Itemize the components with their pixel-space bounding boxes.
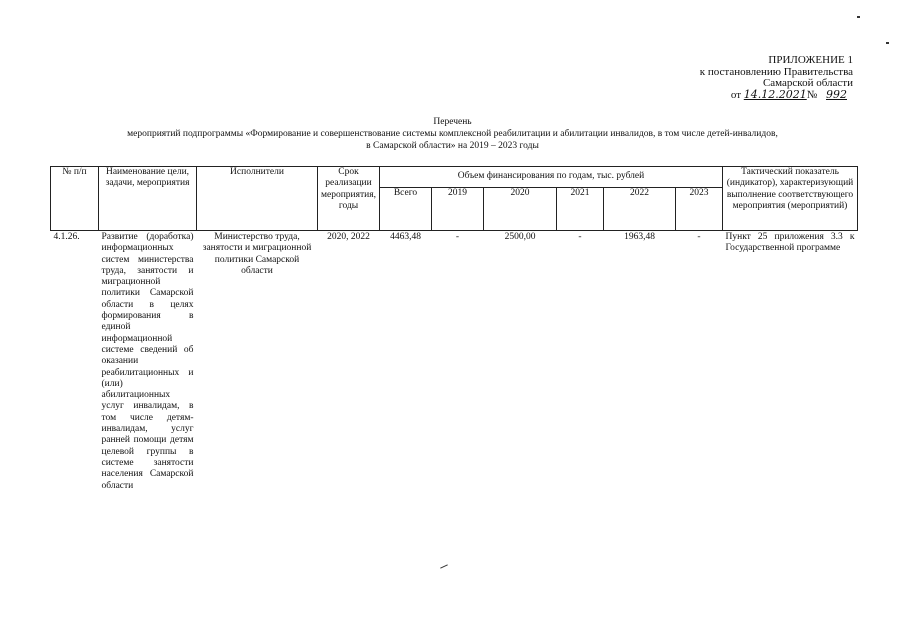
header-executors: Исполнители (197, 167, 318, 231)
title-heading: Перечень (433, 117, 472, 127)
header-2020: 2020 (484, 188, 557, 231)
row-indicator: Пункт 25 приложения 3.3 к Государственной программе (723, 231, 858, 492)
row-2022: 1963,48 (604, 231, 676, 492)
number-label: № (806, 89, 818, 101)
header-2023: 2023 (676, 188, 723, 231)
appendix-line-2: к постановлению Правительства (699, 66, 853, 78)
title-line-1: мероприятий подпрограммы «Формирование и совершенствование системы комплексной реабилитации и абилитации инвалидов, в том числе детей-инвалидов, (127, 129, 778, 139)
date-prefix: от (730, 89, 742, 101)
row-2020: 2500,00 (484, 231, 557, 492)
header-2021: 2021 (557, 188, 604, 231)
appendix-title: ПРИЛОЖЕНИЕ 1 (768, 54, 853, 66)
scan-speck (440, 564, 448, 568)
header-term: Срок реализации мероприятия, годы (318, 167, 380, 231)
row-total: 4463,48 (380, 231, 432, 492)
table-row (51, 231, 858, 492)
row-2019: - (432, 231, 484, 492)
appendix-date-line (700, 89, 853, 101)
header-2022: 2022 (604, 188, 676, 231)
row-2021: - (557, 231, 604, 492)
header-name: Наименование цели, задачи, мероприятия (99, 167, 197, 231)
activities-table (50, 166, 858, 492)
appendix-block (700, 55, 853, 101)
row-executors: Министерство труда, занятости и миграционной политики Самарской области (197, 231, 318, 492)
scan-speck (886, 42, 889, 44)
row-num: 4.1.26. (51, 231, 99, 492)
handwritten-number: 992 (826, 88, 847, 101)
scan-speck (857, 16, 860, 18)
row-2023: - (676, 231, 723, 492)
header-num: № п/п (51, 167, 99, 231)
handwritten-date: 14.12.2021 (743, 88, 807, 101)
header-funding: Объем финансирования по годам, тыс. рублей (380, 167, 723, 188)
document-title (40, 116, 865, 152)
row-term: 2020, 2022 (318, 231, 380, 492)
title-line-2: в Самарской области» на 2019 – 2023 годы (366, 141, 539, 151)
header-2019: 2019 (432, 188, 484, 231)
header-total: Всего (380, 188, 432, 231)
row-name: Развитие (доработка) информационных систем министерства труда, занятости и миграционной политики Самарской области в целях формирования в единой информационной системе сведений об оказании реабилитационных и (или) абилитационных услуг инвалидам, в том числе детям-инвалидам, услуг ранней помощи детям целевой группы в системе занятости населения Самарской области (99, 231, 197, 492)
appendix-line-3: Самарской области (762, 77, 853, 89)
header-indicator: Тактический показатель (индикатор), характеризующий выполнение соответствующего мероприятия (мероприятий) (723, 167, 858, 231)
